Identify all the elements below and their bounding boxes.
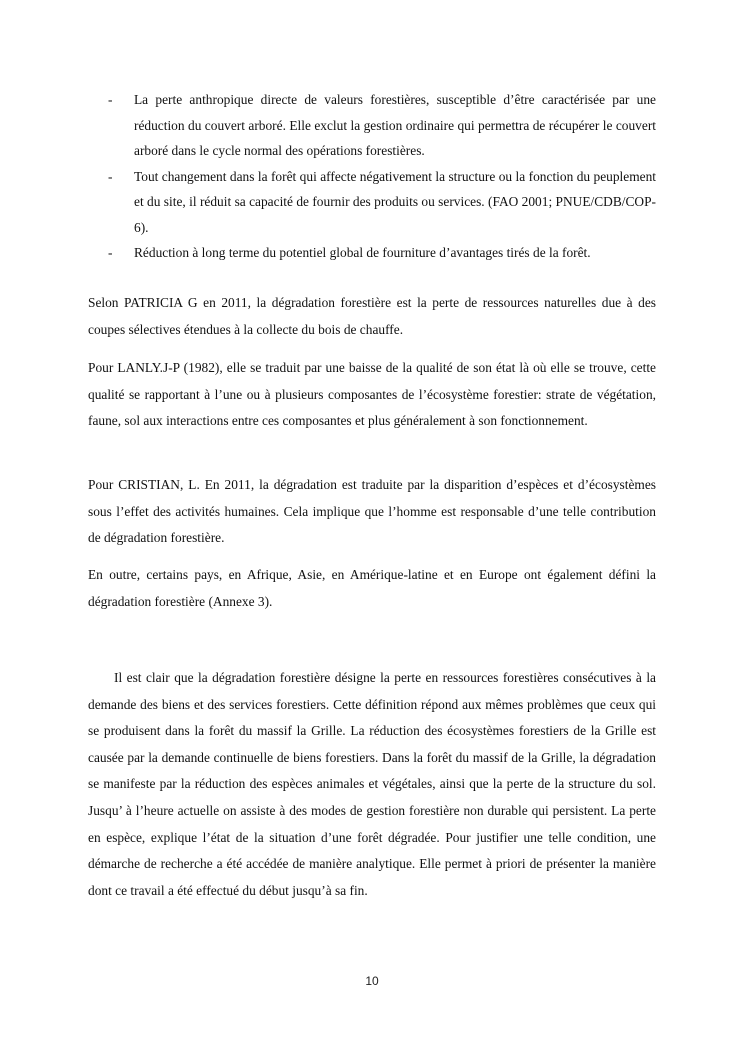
bullet-item (106, 87, 656, 164)
bullet-text: Réduction à long terme du potentiel global de fourniture d’avantages tirés de la forêt. (134, 245, 591, 260)
bullet-marker: - (108, 245, 113, 260)
paragraph-cristian: Pour CRISTIAN, L. En 2011, la dégradation est traduite par la disparition d’espèces et d’écosystèmes sous l’effet des activités humaines. Cela implique que l’homme est responsable d’une telle contribution de dégradation forestière. (88, 477, 656, 545)
bullet-item (106, 240, 656, 266)
bullet-marker: - (108, 92, 113, 107)
definition-bullet-list (106, 87, 656, 266)
paragraph-annexe: En outre, certains pays, en Afrique, Asie, en Amérique-latine et en Europe ont également défini la dégradation forestière (Annexe 3). (88, 567, 656, 609)
paragraph-lanly: Pour LANLY.J-P (1982), elle se traduit par une baisse de la qualité de son état là où elle se trouve, cette qualité se rapportant à l’une ou à plusieurs composantes de l’écosystème forestier: strate de végétation, faune, sol aux interactions entre ces composantes et plus généralement à son fonctionnement. (88, 360, 656, 428)
page-number: 10 (365, 974, 379, 988)
bullet-text: Tout changement dans la forêt qui affecte négativement la structure ou la fonction du peuplement et du site, il réduit sa capacité de fournir des produits ou services. (FAO 2001; PNUE/CDB/COP-6). (134, 168, 656, 235)
paragraph-conclusion: Il est clair que la dégradation forestière désigne la perte en ressources forestières consécutives à la demande des biens et des services forestiers. Cette définition répond aux mêmes problèmes que ceux qui se produisent dans la forêt du massif la Grille. La réduction des écosystèmes forestiers de la Grille est causée par la demande continuelle de biens forestiers. Dans la forêt du massif de la Grille, la dégradation se manifeste par la réduction des espèces animales et végétales, ainsi que la perte de la structure du sol. Jusqu’ à l’heure actuelle on assiste à des modes de gestion forestière non durable qui persistent. La perte en espèce, explique l’état de la situation d’une forêt dégradée. Pour justifier une telle condition, une démarche de recherche a été accédée de manière analytique. Elle permet à priori de présenter la manière dont ce travail a été effectué du début jusqu’à sa fin. (88, 670, 656, 898)
bullet-item (106, 164, 656, 241)
bullet-marker: - (108, 168, 113, 184)
bullet-text: La perte anthropique directe de valeurs forestières, susceptible d’être caractérisée par une réduction du couvert arboré. Elle exclut la gestion ordinaire qui permettra de récupérer le couvert arboré dans le cycle normal des opérations forestières. (134, 92, 656, 158)
paragraph-patricia: Selon PATRICIA G en 2011, la dégradation forestière est la perte de ressources naturelles due à des coupes sélectives étendues à la collecte du bois de chauffe. (88, 295, 656, 337)
